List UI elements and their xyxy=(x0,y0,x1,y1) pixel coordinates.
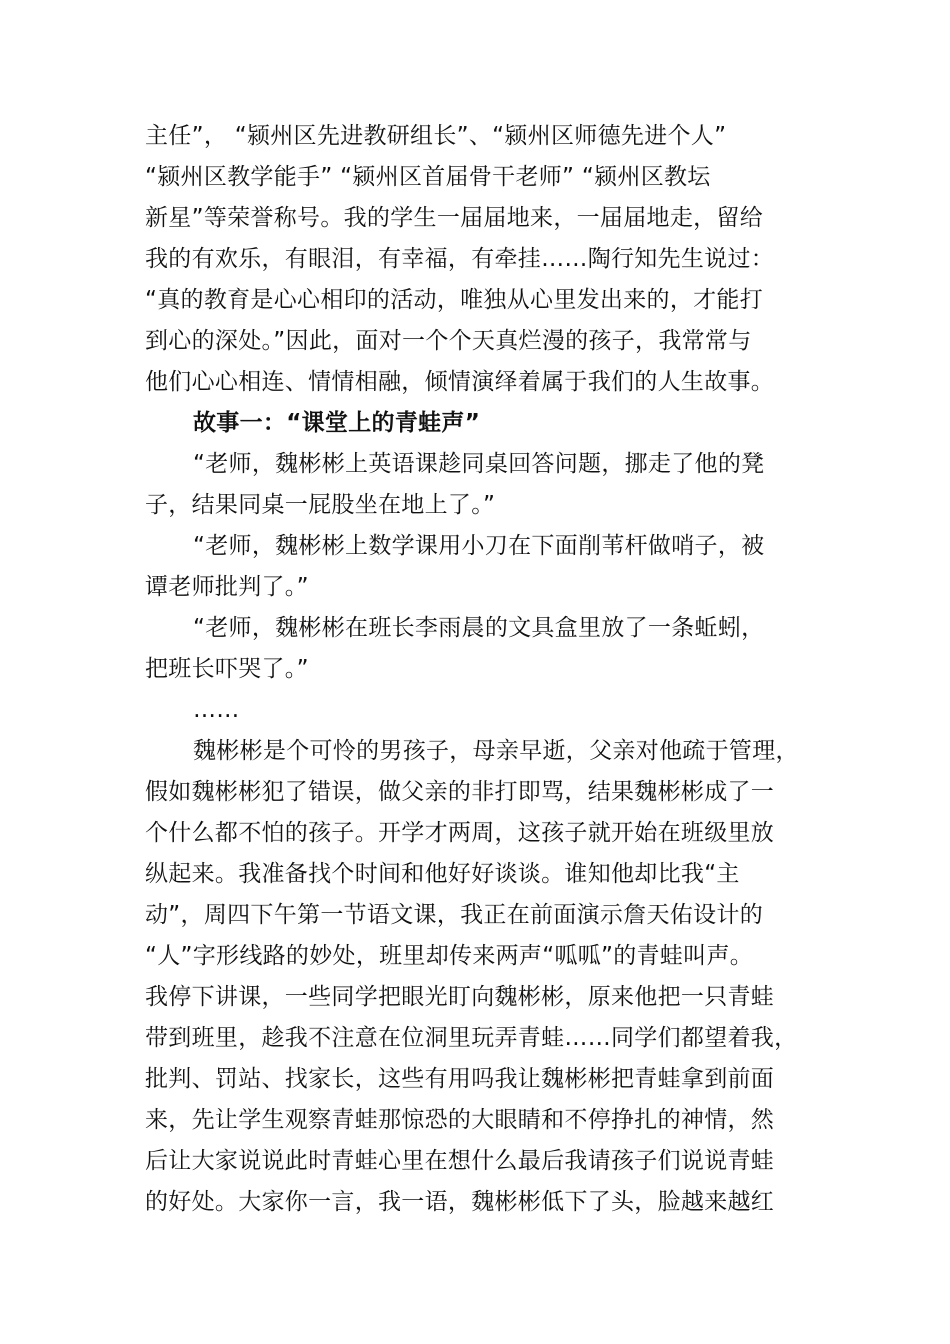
text-line-21: “人”字形线路的妙处，班里却传来两声“呱呱”的青蛙叫声。 xyxy=(145,943,754,969)
text-line-23: 带到班里，趁我不注意在位洞里玩弄青蛙……同学们都望着我， xyxy=(145,1025,798,1051)
text-line-11: “老师，魏彬彬上数学课用小刀在下面削苇杆做哨子，被 xyxy=(193,533,765,559)
text-line-22: 我停下讲课，一些同学把眼光盯向魏彬彬，原来他把一只青蛙 xyxy=(145,984,775,1010)
text-line-17: 假如魏彬彬犯了错误，做父亲的非打即骂，结果魏彬彬成了一 xyxy=(145,779,775,805)
text-line-12: 谭老师批判了。” xyxy=(145,574,309,600)
text-line-10: 子，结果同桌一屁股坐在地上了。” xyxy=(145,492,496,518)
story-heading: 故事一：“课堂上的青蛙声” xyxy=(193,410,481,436)
text-line-19: 纵起来。我准备找个时间和他好好谈谈。谁知他却比我“主 xyxy=(145,861,740,887)
text-line-14: 把班长吓哭了。” xyxy=(145,656,309,682)
text-line-4: 我的有欢乐，有眼泪，有幸福，有牵挂……陶行知先生说过： xyxy=(145,246,775,272)
text-line-27: 的好处。大家你一言，我一语，魏彬彬低下了头，脸越来越红 xyxy=(145,1189,775,1215)
text-line-7: 他们心心相连、情情相融，倾情演绎着属于我们的人生故事。 xyxy=(145,369,775,395)
text-line-26: 后让大家说说此时青蛙心里在想什么最后我请孩子们说说青蛙 xyxy=(145,1148,775,1174)
text-line-16: 魏彬彬是个可怜的男孩子，母亲早逝，父亲对他疏于管理， xyxy=(193,738,799,764)
text-line-1: 主任”， “颍州区先进教研组长”、“颍州区师德先进个人” xyxy=(145,123,727,149)
text-line-2: “颍州区教学能手” “颍州区首届骨干老师” “颍州区教坛 xyxy=(145,164,711,190)
text-line-25: 来，先让学生观察青蛙那惊恐的大眼睛和不停挣扎的神情，然 xyxy=(145,1107,775,1133)
text-line-18: 个什么都不怕的孩子。开学才两周，这孩子就开始在班级里放 xyxy=(145,820,775,846)
text-line-13: “老师，魏彬彬在班长李雨晨的文具盒里放了一条蚯蚓， xyxy=(193,615,765,641)
text-line-3: 新星”等荣誉称号。我的学生一届届地来，一届届地走，留给 xyxy=(145,205,764,231)
text-line-24: 批判、罚站、找家长，这些有用吗我让魏彬彬把青蛙拿到前面 xyxy=(145,1066,775,1092)
text-line-5: “真的教育是心心相印的活动，唯独从心里发出来的，才能打 xyxy=(145,287,764,313)
text-line-20: 动”，周四下午第一节语文课，我正在前面演示詹天佑设计的 xyxy=(145,902,764,928)
ellipsis-line: …… xyxy=(193,697,240,723)
text-line-6: 到心的深处。”因此，面对一个个天真烂漫的孩子，我常常与 xyxy=(145,328,752,354)
text-line-9: “老师，魏彬彬上英语课趁同桌回答问题，挪走了他的凳 xyxy=(193,451,765,477)
